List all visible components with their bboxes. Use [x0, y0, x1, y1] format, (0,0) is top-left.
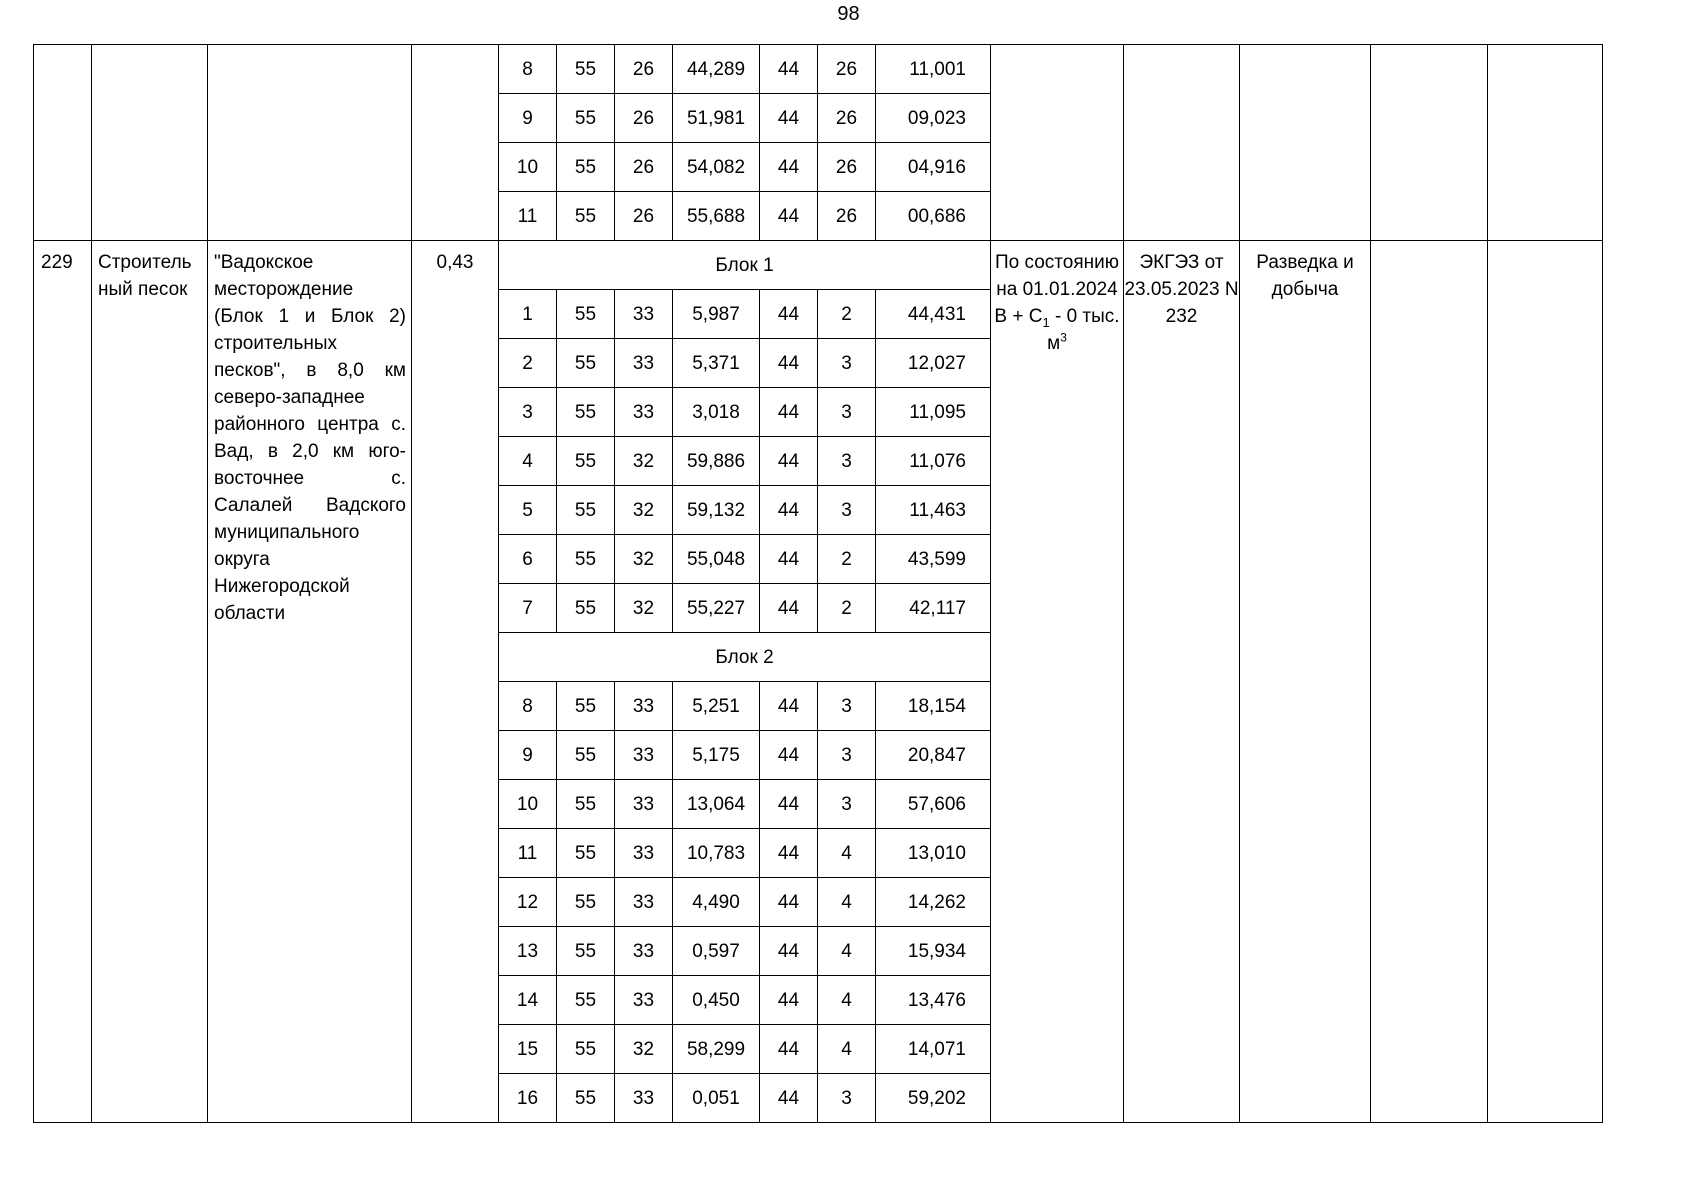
coordinate-cell: 44	[760, 143, 818, 192]
coordinate-cell: 12	[499, 878, 557, 927]
empty-cell	[991, 45, 1124, 241]
coordinate-cell: 26	[615, 143, 673, 192]
reserves-cell	[991, 241, 1124, 1123]
coordinate-cell: 55	[557, 878, 615, 927]
reserves-subscript: 1	[1042, 314, 1050, 330]
coordinate-cell: 33	[615, 1074, 673, 1123]
coordinate-cell: 44	[760, 976, 818, 1025]
coordinate-cell: 3	[818, 682, 876, 731]
coordinate-cell: 11	[499, 192, 557, 241]
table-body	[34, 45, 1603, 1123]
coordinate-cell: 3	[818, 780, 876, 829]
coordinate-cell: 13,476	[876, 976, 991, 1025]
coordinate-cell: 32	[615, 584, 673, 633]
empty-cell	[1371, 45, 1488, 241]
coordinate-cell: 55	[557, 829, 615, 878]
coordinate-cell: 55	[557, 1025, 615, 1074]
coordinate-cell: 11,463	[876, 486, 991, 535]
coordinate-cell: 55	[557, 192, 615, 241]
coordinate-cell: 26	[818, 45, 876, 94]
coordinate-cell: 26	[818, 143, 876, 192]
coordinate-cell: 44	[760, 731, 818, 780]
coordinate-cell: 55,227	[673, 584, 760, 633]
coordinate-cell: 33	[615, 780, 673, 829]
coordinate-cell: 4	[818, 1025, 876, 1074]
coordinate-cell: 11,095	[876, 388, 991, 437]
coordinate-cell: 26	[615, 45, 673, 94]
coordinate-cell: 4	[818, 878, 876, 927]
coordinate-cell: 04,916	[876, 143, 991, 192]
coordinate-cell: 57,606	[876, 780, 991, 829]
empty-cell	[1488, 45, 1603, 241]
coordinate-cell: 9	[499, 731, 557, 780]
coordinate-cell: 44,289	[673, 45, 760, 94]
reserves-text-suffix: - 0 тыс. м	[1047, 306, 1120, 354]
coordinate-cell: 55,688	[673, 192, 760, 241]
coordinate-cell: 44	[760, 94, 818, 143]
coordinate-cell: 55	[557, 94, 615, 143]
coordinate-cell: 4	[818, 829, 876, 878]
coordinate-cell: 33	[615, 829, 673, 878]
coordinate-cell: 13,010	[876, 829, 991, 878]
coordinate-cell: 14	[499, 976, 557, 1025]
empty-cell	[34, 45, 92, 241]
coordinate-cell: 33	[615, 976, 673, 1025]
coordinate-cell: 44	[760, 1074, 818, 1123]
coordinate-cell: 33	[615, 682, 673, 731]
block-title-row	[34, 241, 1603, 290]
empty-cell	[1488, 241, 1603, 1123]
coordinate-cell: 4,490	[673, 878, 760, 927]
coordinate-cell: 3	[818, 1074, 876, 1123]
coordinate-cell: 44,431	[876, 290, 991, 339]
coordinate-cell: 5,251	[673, 682, 760, 731]
coordinate-cell: 55	[557, 388, 615, 437]
coordinate-cell: 14,071	[876, 1025, 991, 1074]
coordinate-cell: 44	[760, 388, 818, 437]
reserves-superscript: 3	[1060, 330, 1067, 345]
coordinate-cell: 8	[499, 682, 557, 731]
coordinate-cell: 44	[760, 486, 818, 535]
coordinate-cell: 5,987	[673, 290, 760, 339]
coordinate-cell: 32	[615, 535, 673, 584]
coordinate-cell: 15,934	[876, 927, 991, 976]
table-row	[34, 45, 1603, 94]
coordinate-cell: 44	[760, 45, 818, 94]
coordinate-cell: 20,847	[876, 731, 991, 780]
coordinate-cell: 26	[818, 192, 876, 241]
coordinate-cell: 44	[760, 1025, 818, 1074]
coordinate-cell: 15	[499, 1025, 557, 1074]
coordinate-cell: 16	[499, 1074, 557, 1123]
coordinate-cell: 13,064	[673, 780, 760, 829]
coordinate-cell: 13	[499, 927, 557, 976]
coordinate-cell: 44	[760, 927, 818, 976]
coordinate-cell: 33	[615, 731, 673, 780]
coordinate-cell: 44	[760, 584, 818, 633]
coordinate-cell: 8	[499, 45, 557, 94]
coordinate-cell: 55	[557, 437, 615, 486]
coordinate-cell: 44	[760, 780, 818, 829]
coordinate-cell: 55	[557, 584, 615, 633]
coordinate-cell: 11,001	[876, 45, 991, 94]
coordinate-cell: 18,154	[876, 682, 991, 731]
block-title: Блок 1	[499, 241, 991, 290]
coordinate-cell: 33	[615, 878, 673, 927]
block-title: Блок 2	[499, 633, 991, 682]
coordinate-cell: 10	[499, 780, 557, 829]
coordinate-cell: 42,117	[876, 584, 991, 633]
coordinate-cell: 55,048	[673, 535, 760, 584]
coordinate-cell: 33	[615, 290, 673, 339]
coordinate-cell: 32	[615, 486, 673, 535]
coordinate-cell: 10	[499, 143, 557, 192]
coordinate-cell: 55	[557, 731, 615, 780]
registry-table	[33, 44, 1603, 1123]
coordinate-cell: 44	[760, 290, 818, 339]
coordinate-cell: 55	[557, 143, 615, 192]
coordinate-cell: 5,175	[673, 731, 760, 780]
coordinate-cell: 4	[499, 437, 557, 486]
coordinate-cell: 3	[818, 437, 876, 486]
coordinate-cell: 11,076	[876, 437, 991, 486]
coordinate-cell: 55	[557, 1074, 615, 1123]
coordinate-cell: 26	[615, 94, 673, 143]
coordinate-cell: 55	[557, 976, 615, 1025]
coordinate-cell: 43,599	[876, 535, 991, 584]
empty-cell	[92, 45, 208, 241]
coordinate-cell: 44	[760, 682, 818, 731]
coordinate-cell: 55	[557, 535, 615, 584]
coordinate-cell: 0,597	[673, 927, 760, 976]
coordinate-cell: 5,371	[673, 339, 760, 388]
coordinate-cell: 00,686	[876, 192, 991, 241]
coordinate-cell: 58,299	[673, 1025, 760, 1074]
empty-cell	[1240, 45, 1371, 241]
coordinate-cell: 26	[818, 94, 876, 143]
coordinate-cell: 14,262	[876, 878, 991, 927]
coordinate-cell: 3	[818, 486, 876, 535]
mineral-type: Строитель ный песок	[92, 241, 208, 1123]
coordinate-cell: 0,051	[673, 1074, 760, 1123]
coordinate-cell: 44	[760, 339, 818, 388]
coordinate-cell: 4	[818, 976, 876, 1025]
coordinate-cell: 11	[499, 829, 557, 878]
deposit-description-cell	[208, 241, 412, 1123]
coordinate-cell: 44	[760, 437, 818, 486]
coordinate-cell: 33	[615, 339, 673, 388]
coordinate-cell: 3	[818, 388, 876, 437]
empty-cell	[1371, 241, 1488, 1123]
reserves-text: По состоянию на 01.01.2024 В + С	[994, 252, 1119, 327]
coordinate-cell: 59,886	[673, 437, 760, 486]
approval-cell: ЭКГЭЗ от 23.05.2023 N 232	[1124, 241, 1240, 1123]
coordinate-cell: 10,783	[673, 829, 760, 878]
coordinate-cell: 55	[557, 682, 615, 731]
coordinate-cell: 0,450	[673, 976, 760, 1025]
coordinate-cell: 3	[499, 388, 557, 437]
empty-cell	[412, 45, 499, 241]
coordinate-cell: 44	[760, 192, 818, 241]
coordinate-cell: 55	[557, 339, 615, 388]
page-number: 98	[837, 3, 860, 25]
coordinate-cell: 55	[557, 45, 615, 94]
coordinate-cell: 54,082	[673, 143, 760, 192]
coordinate-cell: 4	[818, 927, 876, 976]
empty-cell	[1124, 45, 1240, 241]
area-value: 0,43	[412, 241, 499, 1123]
coordinate-cell: 33	[615, 388, 673, 437]
coordinate-cell: 7	[499, 584, 557, 633]
coordinate-cell: 2	[818, 535, 876, 584]
coordinate-cell: 09,023	[876, 94, 991, 143]
coordinate-cell: 32	[615, 437, 673, 486]
entry-number: 229	[34, 241, 92, 1123]
coordinate-cell: 44	[760, 829, 818, 878]
coordinate-cell: 3	[818, 731, 876, 780]
coordinate-cell: 55	[557, 780, 615, 829]
usage-type-cell: Разведка и добыча	[1240, 241, 1371, 1123]
coordinate-cell: 9	[499, 94, 557, 143]
coordinate-cell: 55	[557, 927, 615, 976]
coordinate-cell: 2	[818, 290, 876, 339]
coordinate-cell: 6	[499, 535, 557, 584]
coordinate-cell: 44	[760, 878, 818, 927]
coordinate-cell: 59,132	[673, 486, 760, 535]
coordinate-cell: 12,027	[876, 339, 991, 388]
coordinate-cell: 44	[760, 535, 818, 584]
coordinate-cell: 1	[499, 290, 557, 339]
coordinate-cell: 33	[615, 927, 673, 976]
coordinate-cell: 2	[818, 584, 876, 633]
empty-cell	[208, 45, 412, 241]
coordinate-cell: 32	[615, 1025, 673, 1074]
coordinate-cell: 51,981	[673, 94, 760, 143]
coordinate-cell: 55	[557, 290, 615, 339]
coordinate-cell: 3,018	[673, 388, 760, 437]
deposit-description: "Вадокское месторождение (Блок 1 и Блок 2) строительных песков", в 8,0 км северо-западнее районного центра с. Вад, в 2,0 км юго-восточнее с. Салалей Вадского муниципального округа Нижегородской области	[214, 252, 406, 624]
coordinate-cell: 26	[615, 192, 673, 241]
coordinate-cell: 5	[499, 486, 557, 535]
coordinate-cell: 3	[818, 339, 876, 388]
coordinate-cell: 55	[557, 486, 615, 535]
coordinate-cell: 59,202	[876, 1074, 991, 1123]
coordinate-cell: 2	[499, 339, 557, 388]
